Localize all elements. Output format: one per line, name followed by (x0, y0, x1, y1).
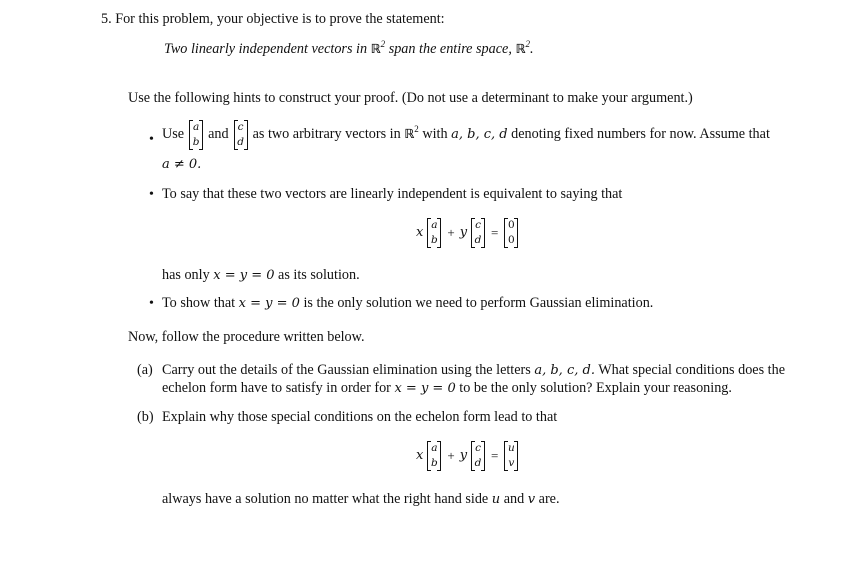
sup-2-c: 2 (414, 124, 419, 135)
hint-1-and: and (208, 126, 229, 143)
part-a-xy0: x = y = 0 (394, 381, 456, 396)
problem-number: 5. (101, 11, 112, 27)
hint-2: To say that these two vectors are linearly independent is equivalent to saying that (162, 186, 623, 202)
part-b-label: (b) (137, 409, 154, 425)
eq1-vector-cd (471, 218, 485, 248)
part-b-and: and (503, 491, 525, 507)
eq2-y: y (459, 447, 468, 463)
equation-span (416, 441, 519, 471)
bullet-1: • (149, 132, 154, 147)
eq1-c: c (475, 219, 481, 231)
part-a-line2 (162, 380, 732, 398)
problem-intro: For this problem, your objective is to prove the statement: (115, 11, 445, 27)
part-b-v: v (527, 492, 536, 507)
eq1-d: d (474, 234, 482, 246)
part-a-line1-post: What special conditions does the (598, 362, 786, 378)
hint-3 (162, 295, 653, 313)
part-a-line2-post: to be the only solution? Explain your reasoning. (459, 380, 732, 396)
eq2-vector-cd (471, 441, 485, 471)
hint-3-pre: To show that (162, 295, 236, 311)
bullet-2: • (149, 187, 154, 202)
hint-1-use: Use (162, 126, 185, 143)
hint-1-denoting: denoting fixed numbers for now. Assume that (511, 126, 770, 143)
eq2-c: c (475, 442, 481, 454)
eq1-b: b (430, 234, 438, 246)
eq1-x: x (416, 224, 424, 240)
part-b-line2-pre: always have a solution no matter what the right hand side (162, 491, 489, 507)
eq2-b: b (430, 457, 438, 469)
part-b-u: u (491, 492, 501, 507)
eq2-equals: = (491, 447, 499, 463)
eq1-vector-ab (427, 218, 441, 248)
hint-3-xy0: x = y = 0 (238, 296, 300, 311)
part-a-line1-pre: Carry out the details of the Gaussian elimination using the letters (162, 362, 531, 378)
hint-2-xy0: x = y = 0 (213, 268, 275, 283)
eq1-y: y (459, 224, 468, 240)
hints-intro: Use the following hints to construct your proof. (Do not use a determinant to make your argument.) (128, 90, 693, 106)
procedure-intro: Now, follow the procedure written below. (128, 329, 365, 345)
hint-1-rest-text: as two arbitrary vectors in (252, 126, 401, 143)
real-symbol-1: ℝ (370, 41, 381, 56)
hint-1-assume: a ≠ 0. (162, 157, 202, 172)
eq1-plus: + (447, 224, 455, 240)
part-b-line2 (162, 491, 560, 509)
vec-d: d (237, 136, 244, 148)
hint-1-with: with (422, 126, 448, 143)
hint-2-has: has only (162, 267, 210, 283)
hint-1-line1 (162, 120, 770, 150)
vec-a: a (192, 121, 200, 133)
eq2-d: d (474, 457, 482, 469)
real-symbol-2: ℝ (515, 41, 526, 56)
statement-text: Two linearly independent vectors in (164, 41, 368, 57)
vector-cd (234, 120, 248, 150)
part-a-line2-pre: echelon form have to satisfy in order for (162, 380, 391, 396)
part-a-line1 (162, 362, 785, 380)
vec-c: c (237, 121, 244, 133)
eq2-uv-vector (504, 441, 518, 471)
eq2-plus: + (447, 447, 455, 463)
vec-b: b (192, 136, 200, 148)
part-a-vars: a, b, c, d. (534, 363, 595, 378)
real-symbol-3: ℝ (404, 126, 415, 142)
hint-2-has-only (162, 267, 360, 285)
eq1-zero-bot: 0 (508, 234, 515, 246)
part-b-line1: Explain why those special conditions on the echelon form lead to that (162, 409, 558, 425)
hint-3-post: is the only solution we need to perform Gaussian elimination. (303, 295, 654, 311)
hint-1-vars: a, b, c, d (451, 127, 508, 143)
hint-1-rest (253, 126, 770, 144)
eq2-u: u (508, 442, 515, 454)
eq1-zero-top: 0 (508, 219, 515, 231)
part-a-label: (a) (137, 362, 153, 378)
statement-span: span the entire space, (388, 41, 512, 57)
equation-independence (416, 218, 519, 248)
problem-statement (164, 41, 534, 59)
eq1-equals: = (491, 224, 499, 240)
problem-intro-line (101, 11, 445, 29)
part-b-line2-post: are. (538, 491, 560, 507)
eq2-vector-ab (427, 441, 441, 471)
sup-2-a: 2 (380, 39, 386, 49)
statement-end: . (529, 41, 534, 57)
sup-2-b: 2 (525, 39, 530, 49)
bullet-3: • (149, 296, 154, 311)
eq2-a: a (431, 442, 438, 454)
vector-ab (189, 120, 203, 150)
hint-2-sol: as its solution. (278, 267, 360, 283)
eq2-x: x (416, 447, 424, 463)
eq1-zero-vector (504, 218, 518, 248)
eq1-a: a (431, 219, 438, 231)
eq2-v: v (508, 457, 515, 469)
